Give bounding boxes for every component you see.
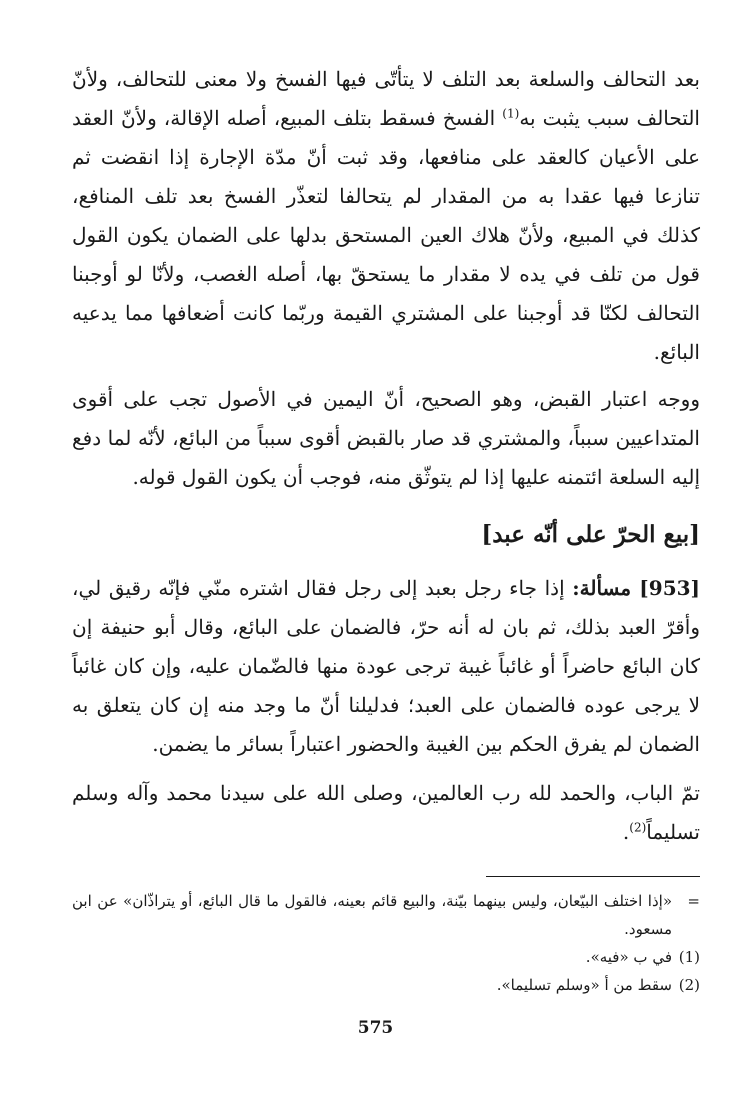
- footnote-marker: (1): [678, 948, 700, 966]
- footnotes: [72, 876, 700, 999]
- paragraph-4-text: تمّ الباب، والحمد لله رب العالمين، وصلى الله على سيدنا محمد وآله وسلم تسليماً: [72, 781, 700, 844]
- paragraph-3-text: إذا جاء رجل بعبد إلى رجل فقال اشتره منّي فإنّه رقيق لي، وأقرّ العبد بذلك، ثم بان له أنه حرّ، فالضمان على البائع، وقال أبو حنيفة إن كان البائع حاضراً أو غائباً غيبة ترجى عودة منها فالضّمان عليه، وإن كان غائباً لا يرجى عوده فالضمان على العبد؛ فدليلنا أنّ ما وجد منه إن كان يتعلق به الضمان لم يفرق الحكم بين الغيبة والحضور اعتباراً بسائر ما يضمن.: [72, 576, 701, 756]
- footnote-continuation: [72, 887, 700, 943]
- paragraph-4: [72, 774, 700, 852]
- paragraph-1-text: بعد التحالف والسلعة بعد التلف لا يتأتّى فيها الفسخ ولا معنى للتحالف، ولأنّ التحالف سبب يثبت به: [72, 67, 700, 130]
- issue-label: [953] مسألة:: [572, 576, 700, 600]
- footnote-1: [72, 943, 700, 971]
- main-text: [72, 60, 700, 852]
- footnote-text: في ب «فيه».: [585, 948, 672, 966]
- page-number: 575: [357, 1018, 394, 1038]
- paragraph-2: ووجه اعتبار القبض، وهو الصحيح، أنّ اليمين في الأصول تجب على أقوى المتداعيين سبباً، والمشتري قد صار بالقبض أقوى سبباً من البائع، لأنّه لما دفع إليه السلعة ائتمنه عليها إذا لم يتوثّق منه، فوجب أن يكون القول قوله.: [72, 387, 700, 489]
- paragraph-1-rest: الفسخ فسقط بتلف المبيع، أصله الإقالة، ولأنّ العقد على الأعيان كالعقد على منافعها، وقد ثبت أنّ مدّة الإجارة إذا انقضت ثم تنازعا فيها عقدا به من المقدار لم يتحالفا لتعذّر الفسخ بعد تلف المنافع، كذلك في المبيع، ولأنّ هلاك العين المستحق بدلها على الضمان يكون القول قول من تلف في يده لا مقدار ما يستحقّ بها، أصله الغصب، ولأنّا لو أوجبنا التحالف لكنّا قد أوجبنا على المشتري القيمة وربّما كانت أضعافها مما يدعيه البائع.: [72, 106, 700, 364]
- footnote-divider: [486, 876, 700, 877]
- footnote-ref-1[interactable]: (1): [502, 106, 520, 121]
- footnote-text: سقط من أ «وسلم تسليما».: [496, 976, 672, 994]
- footnote-marker: =: [687, 892, 700, 910]
- footnote-ref-2[interactable]: (2): [629, 820, 647, 835]
- paragraph-1: [72, 60, 700, 372]
- section-heading: [بيع الحرّ على أنّه عبد]: [481, 521, 700, 548]
- paragraph-4-end: .: [622, 820, 630, 844]
- paragraph-3: [72, 569, 700, 764]
- footnote-marker: (2): [678, 976, 700, 994]
- footnote-2: [72, 971, 700, 999]
- footnote-text: «إذا اختلف البيّعان، وليس بينهما بيّنة، والبيع قائم بعينه، فالقول ما قال البائع، أو يتراذّان» عن ابن مسعود.: [72, 892, 672, 938]
